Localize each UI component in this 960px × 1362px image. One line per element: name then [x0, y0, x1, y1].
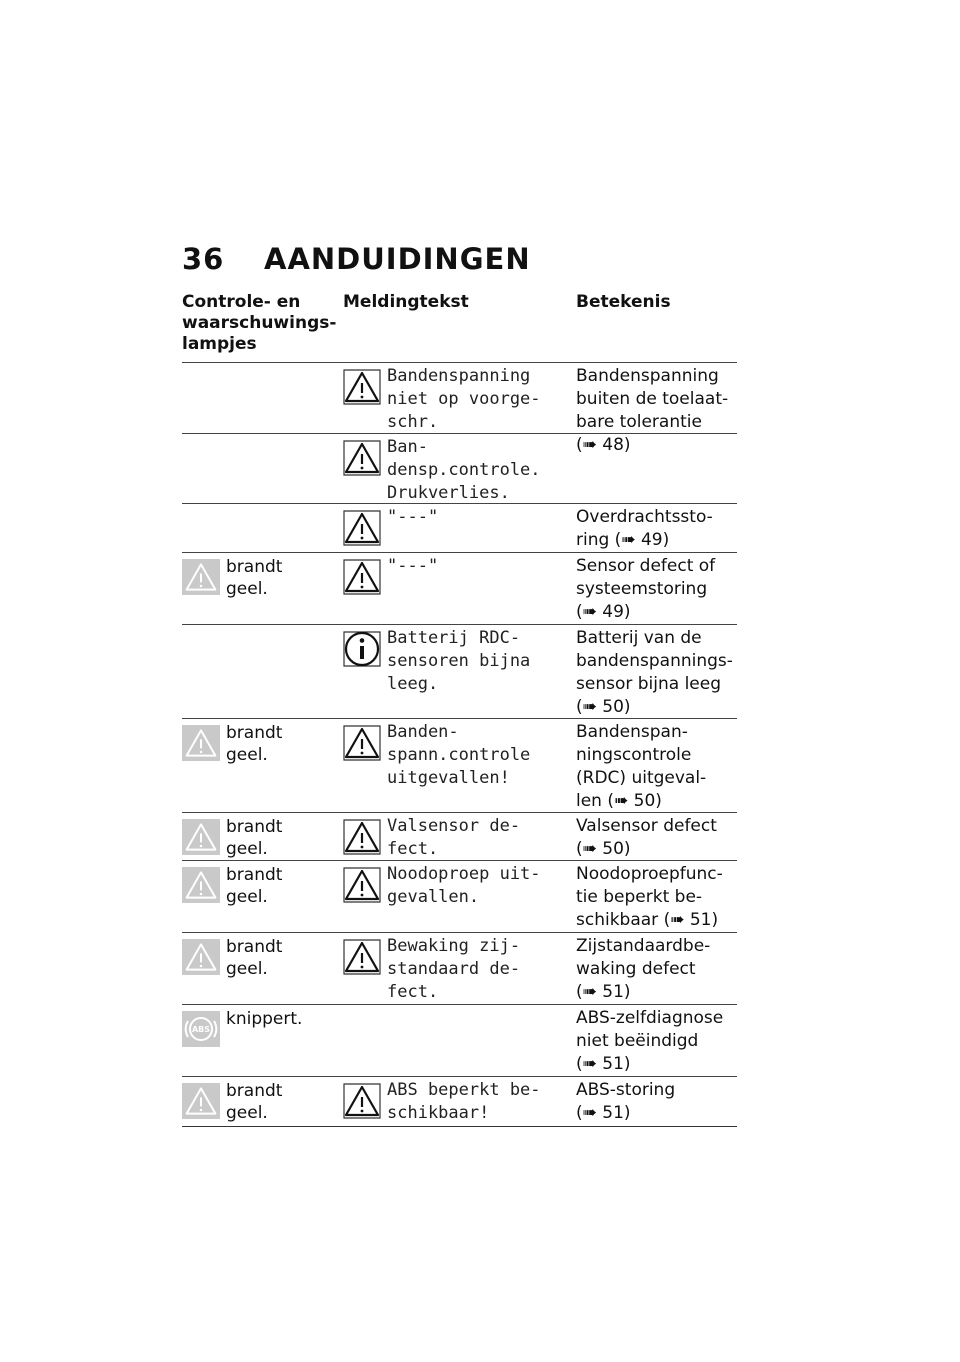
meaning-line: len (➠ 50): [576, 791, 662, 811]
meaning-line: Batterij van de: [576, 628, 702, 648]
info-icon: [341, 629, 383, 669]
warning-triangle-icon: [341, 865, 383, 905]
meaning-line: ABS-storing: [576, 1080, 676, 1100]
meaning-line: Valsensor defect: [576, 816, 717, 836]
meaning-line: tie beperkt be-: [576, 887, 703, 907]
warning-triangle-icon: [341, 723, 383, 763]
meaning-line: systeemstoring: [576, 579, 708, 599]
meaning-line: (➠ 51): [576, 1054, 631, 1074]
message-text: "---": [387, 507, 439, 527]
column-header-message: Meldingtekst: [343, 292, 469, 312]
meaning-cell: [576, 935, 736, 1004]
column-header-meaning: Betekenis: [576, 292, 671, 312]
message-text: ABS beperkt be- schikbaar!: [387, 1080, 541, 1123]
message-text: Ban- densp.controle. Drukverlies.: [387, 437, 541, 503]
message-text: Bewaking zij- standaard de- fect.: [387, 936, 521, 1002]
meaning-cell: [576, 627, 736, 719]
lamp-status-text: brandt geel.: [226, 865, 283, 907]
meaning-line: Noodoproepfunc-: [576, 864, 723, 884]
meaning-line: (➠ 51): [576, 982, 631, 1002]
warning-lamp-icon: [182, 559, 220, 595]
warning-lamp-icon: [182, 939, 220, 975]
message-text: Bandenspanning niet op voorge- schr.: [387, 366, 541, 432]
meaning-line: Bandenspanning: [576, 366, 719, 386]
warning-triangle-icon: [341, 1081, 383, 1121]
warning-triangle-icon: [341, 937, 383, 977]
meaning-cell: [576, 815, 736, 861]
table-row: [182, 860, 737, 932]
abs-label: ABS: [191, 1025, 211, 1034]
meaning-line: bare tolerantie: [576, 412, 702, 432]
meaning-line: (➠ 50): [576, 697, 631, 717]
table-header: [182, 292, 737, 362]
meaning-line: schikbaar (➠ 51): [576, 910, 719, 930]
meaning-line: (➠ 48): [576, 435, 631, 455]
warning-triangle-icon: [341, 557, 383, 597]
table-row: [182, 552, 737, 624]
meaning-cell: [576, 506, 736, 552]
meaning-cell: [576, 863, 736, 932]
meaning-line: sensor bijna leeg: [576, 674, 722, 694]
warning-lamp-icon: [182, 725, 220, 761]
meaning-cell: [576, 1079, 736, 1125]
page-number: 36: [182, 242, 225, 276]
abs-lamp-icon: [182, 1011, 220, 1047]
meaning-line: Bandenspan-: [576, 722, 688, 742]
table-row: [182, 624, 737, 718]
lamp-status-text: brandt geel.: [226, 817, 283, 859]
table-row: [182, 932, 737, 1004]
meaning-line: (➠ 51): [576, 1103, 631, 1123]
message-text: Noodoproep uit- gevallen.: [387, 864, 541, 907]
warning-triangle-icon: [341, 438, 383, 478]
page-header: [182, 242, 742, 282]
meaning-cell: [576, 365, 736, 457]
meaning-cell: [576, 555, 736, 624]
meaning-line: niet beëindigd: [576, 1031, 699, 1051]
warning-triangle-icon: [341, 367, 383, 407]
meaning-line: Sensor defect of: [576, 556, 716, 576]
table-row: [182, 1004, 737, 1076]
table-row: [182, 503, 737, 552]
warning-triangle-icon: [341, 508, 383, 548]
message-text: Banden- spann.controle uitgevallen!: [387, 722, 531, 788]
message-text: Batterij RDC- sensoren bijna leeg.: [387, 628, 531, 694]
meaning-line: Overdrachtssto-: [576, 507, 713, 527]
table-row: [182, 362, 737, 455]
meaning-line: bandenspannings-: [576, 651, 733, 671]
meaning-line: Zijstandaardbe-: [576, 936, 711, 956]
meaning-line: ABS-zelfdiagnose: [576, 1008, 724, 1028]
warning-lamp-icon: [182, 867, 220, 903]
table-body: [182, 362, 737, 1127]
meaning-line: (RDC) uitgeval-: [576, 768, 707, 788]
lamp-status-text: knippert.: [226, 1009, 303, 1029]
table-row: [182, 812, 737, 860]
table-row: [182, 1076, 737, 1127]
warning-lamp-icon: [182, 819, 220, 855]
meaning-line: waking defect: [576, 959, 696, 979]
meaning-line: (➠ 49): [576, 602, 631, 622]
meaning-line: ningscontrole: [576, 745, 692, 765]
lamp-status-text: brandt geel.: [226, 1081, 283, 1123]
table-row: [182, 718, 737, 812]
message-text: Valsensor de- fect.: [387, 816, 521, 859]
meaning-line: (➠ 50): [576, 839, 631, 859]
meaning-cell: [576, 1007, 736, 1076]
meaning-line: ring (➠ 49): [576, 530, 670, 550]
lamp-status-text: brandt geel.: [226, 937, 283, 979]
lamp-status-text: brandt geel.: [226, 557, 283, 599]
warning-triangle-icon: [341, 817, 383, 857]
chapter-title: AANDUIDINGEN: [264, 242, 531, 276]
indicator-table: [182, 292, 737, 1127]
meaning-cell: [576, 721, 736, 813]
message-text: "---": [387, 556, 439, 576]
lamp-status-text: brandt geel.: [226, 723, 283, 765]
meaning-line: buiten de toelaat-: [576, 389, 729, 409]
column-header-lamps: Controle- en waarschuwings- lampjes: [182, 292, 337, 354]
warning-lamp-icon: [182, 1083, 220, 1119]
